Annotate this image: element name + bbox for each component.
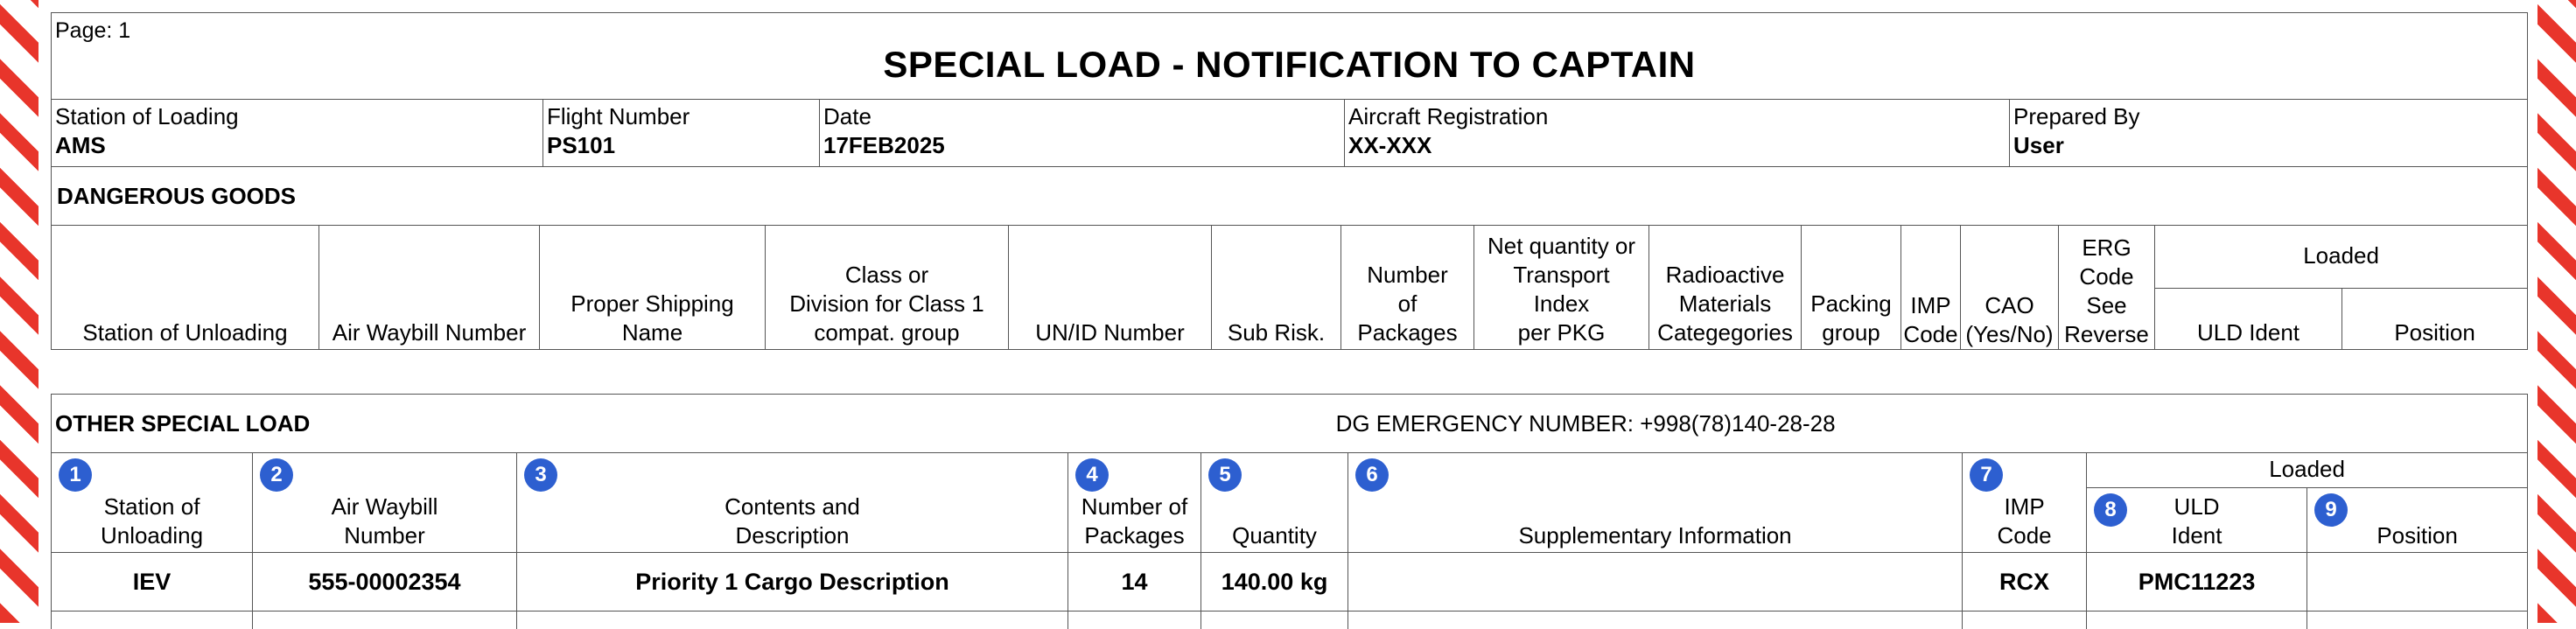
station-of-loading-value: AMS [55, 132, 539, 159]
dg-col-air-waybill: Air Waybill Number [319, 226, 540, 350]
dg-col-radioactive: Radioactive Materials Categegories [1649, 226, 1802, 350]
station-of-loading-label: Station of Loading [55, 103, 239, 129]
row-awb: 555-00002354 [253, 553, 517, 612]
osl-col-air-waybill: 2 Air Waybill Number [253, 453, 517, 553]
table-row [52, 612, 2528, 629]
badge-5: 5 [1208, 458, 1242, 492]
dg-col-loaded: Loaded [2155, 226, 2528, 289]
date-value: 17FEB2025 [823, 132, 1340, 159]
dg-col-cao: CAO (Yes/No) [1961, 226, 2059, 350]
dg-col-net-quantity: Net quantity or Transport Index per PKG [1474, 226, 1649, 350]
aircraft-registration-value: XX-XXX [1348, 132, 2006, 159]
dg-col-un-id: UN/ID Number [1009, 226, 1212, 350]
osl-col-imp-code: 7 IMP Code [1963, 453, 2087, 553]
dg-col-class: Class or Division for Class 1 compat. group [766, 226, 1009, 350]
dg-col-position: Position [2342, 289, 2528, 350]
osl-col-position: 9 Position [2307, 488, 2528, 553]
header-table [51, 12, 2528, 167]
prepared-by-label: Prepared By [2013, 103, 2140, 129]
osl-col-uld-ident: 8 ULD Ident [2087, 488, 2307, 553]
dg-col-number-of-packages: Number of Packages [1341, 226, 1474, 350]
dg-col-sub-risk: Sub Risk. [1212, 226, 1341, 350]
osl-col-quantity: 5 Quantity [1201, 453, 1348, 553]
dg-col-imp-code: IMP Code [1901, 226, 1961, 350]
row-station: IEV [52, 553, 253, 612]
dg-emergency-number: DG EMERGENCY NUMBER: +998(78)140-28-28 [1348, 395, 2528, 453]
row-supplementary [1348, 553, 1963, 612]
other-special-load-title: OTHER SPECIAL LOAD [52, 395, 1348, 453]
flight-number-label: Flight Number [547, 103, 690, 129]
date [820, 100, 1345, 167]
table-row [52, 553, 2528, 612]
aircraft-registration-label: Aircraft Registration [1348, 103, 1548, 129]
dg-col-packing-group: Packing group [1802, 226, 1901, 350]
row-imp: RCX [1963, 553, 2087, 612]
row-contents: Priority 1 Cargo Description [517, 553, 1068, 612]
title-cell [52, 13, 2528, 100]
page-number: Page: 1 [55, 18, 130, 44]
row-uld: PMC11223 [2087, 553, 2307, 612]
dangerous-goods-table [51, 167, 2528, 350]
hazard-stripe-right [2538, 0, 2576, 623]
aircraft-registration [1345, 100, 2010, 167]
document-title: SPECIAL LOAD - NOTIFICATION TO CAPTAIN [883, 44, 1695, 86]
section-spacer [51, 350, 2527, 394]
badge-2: 2 [260, 458, 293, 492]
station-of-loading [52, 100, 543, 167]
badge-6: 6 [1355, 458, 1389, 492]
badge-8: 8 [2094, 493, 2127, 527]
flight-number-value: PS101 [547, 132, 816, 159]
badge-4: 4 [1075, 458, 1109, 492]
dg-col-uld-ident: ULD Ident [2155, 289, 2342, 350]
row-quantity: 140.00 kg [1201, 553, 1348, 612]
badge-9: 9 [2314, 493, 2348, 527]
osl-col-number-of-packages: 4 Number of Packages [1068, 453, 1201, 553]
osl-col-station-of-unloading: 1 Station of Unloading [52, 453, 253, 553]
row-packages: 14 [1068, 553, 1201, 612]
date-label: Date [823, 103, 872, 129]
other-special-load-table [51, 394, 2528, 629]
dg-col-station-of-unloading: Station of Unloading [52, 226, 319, 350]
prepared-by-value: User [2013, 132, 2524, 159]
badge-7: 7 [1970, 458, 2003, 492]
badge-1: 1 [59, 458, 92, 492]
osl-col-contents: 3 Contents and Description [517, 453, 1068, 553]
prepared-by [2010, 100, 2528, 167]
osl-col-loaded: Loaded [2087, 453, 2528, 488]
badge-3: 3 [524, 458, 557, 492]
hazard-stripe-left [0, 0, 38, 623]
flight-number [543, 100, 820, 167]
notoc-document [51, 12, 2527, 625]
dg-col-erg-code: ERG Code See Reverse [2059, 226, 2155, 350]
row-position [2307, 553, 2528, 612]
dg-col-proper-shipping-name: Proper Shipping Name [540, 226, 766, 350]
osl-col-supplementary: 6 Supplementary Information [1348, 453, 1963, 553]
dangerous-goods-title: DANGEROUS GOODS [52, 167, 2528, 226]
